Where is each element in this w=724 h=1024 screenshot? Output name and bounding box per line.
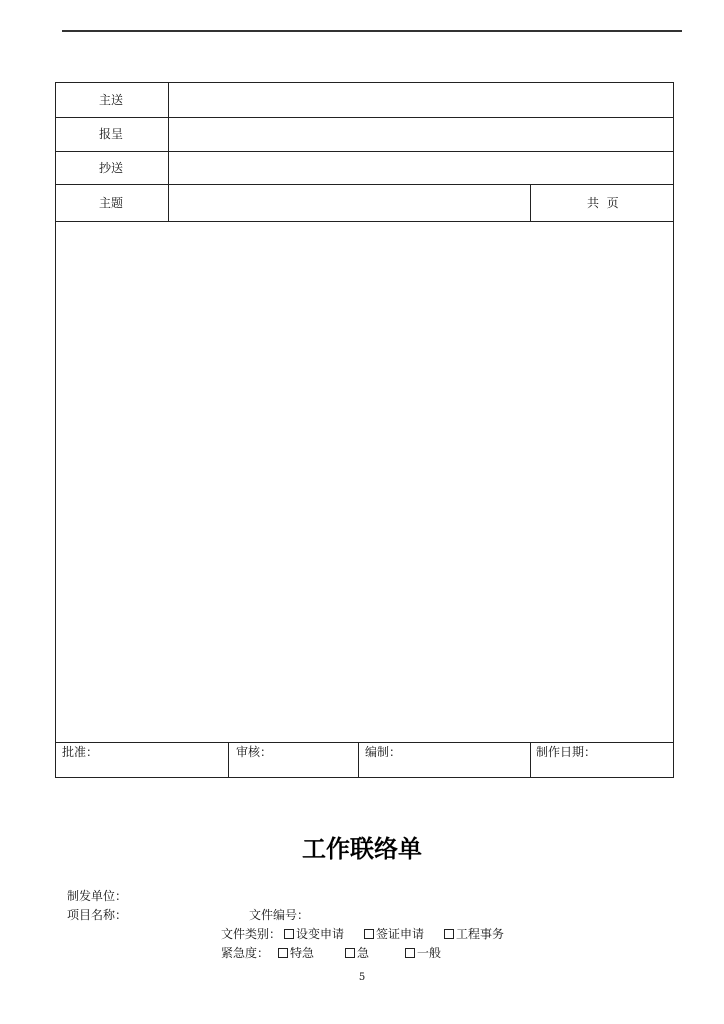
main-recipient-field[interactable] xyxy=(170,84,672,116)
page-count-divider xyxy=(530,184,531,221)
submitted-to-field[interactable] xyxy=(170,118,672,150)
header-rule xyxy=(62,30,682,32)
doc-type-label: 文件类别： xyxy=(221,927,282,941)
urgency-option-very-urgent[interactable]: 特急 xyxy=(278,946,314,960)
column-divider xyxy=(228,743,229,777)
doc-type-option-design-change[interactable]: 设变申请 xyxy=(284,927,344,941)
subject-field[interactable] xyxy=(170,185,529,220)
label-main-recipient: 主送 xyxy=(99,93,124,107)
form-title: 工作联络单 xyxy=(302,834,422,863)
checkbox-icon xyxy=(284,929,294,939)
label-submitted-to: 报呈 xyxy=(99,127,124,141)
doc-type-option-visa[interactable]: 签证申请 xyxy=(364,927,424,941)
column-divider xyxy=(358,743,359,777)
header-table xyxy=(55,82,674,222)
column-divider xyxy=(530,743,531,777)
urgency-option-normal[interactable]: 一般 xyxy=(405,946,441,960)
doc-type-option-engineering[interactable]: 工程事务 xyxy=(444,927,504,941)
content-area[interactable] xyxy=(55,221,674,743)
label-cc: 抄送 xyxy=(99,161,124,175)
doc-number-label: 文件编号： xyxy=(249,908,310,922)
cc-field[interactable] xyxy=(170,152,672,183)
approve-label: 批准： xyxy=(62,745,99,759)
checkbox-icon xyxy=(345,948,355,958)
urgency-option-urgent[interactable]: 急 xyxy=(345,946,369,960)
checkbox-icon xyxy=(444,929,454,939)
compile-label: 编制： xyxy=(365,745,402,759)
review-label: 审核： xyxy=(236,745,273,759)
label-subject: 主题 xyxy=(99,196,124,210)
signature-table xyxy=(55,742,674,778)
label-column-divider xyxy=(168,83,169,221)
project-name-label: 项目名称： xyxy=(67,908,128,922)
checkbox-icon xyxy=(364,929,374,939)
page-count-label: 共 页 xyxy=(587,196,619,210)
urgency-label: 紧急度： xyxy=(221,946,270,960)
date-label: 制作日期： xyxy=(536,745,597,759)
checkbox-icon xyxy=(278,948,288,958)
checkbox-icon xyxy=(405,948,415,958)
issuing-unit-label: 制发单位： xyxy=(67,889,128,903)
page-number: 5 xyxy=(358,972,366,983)
